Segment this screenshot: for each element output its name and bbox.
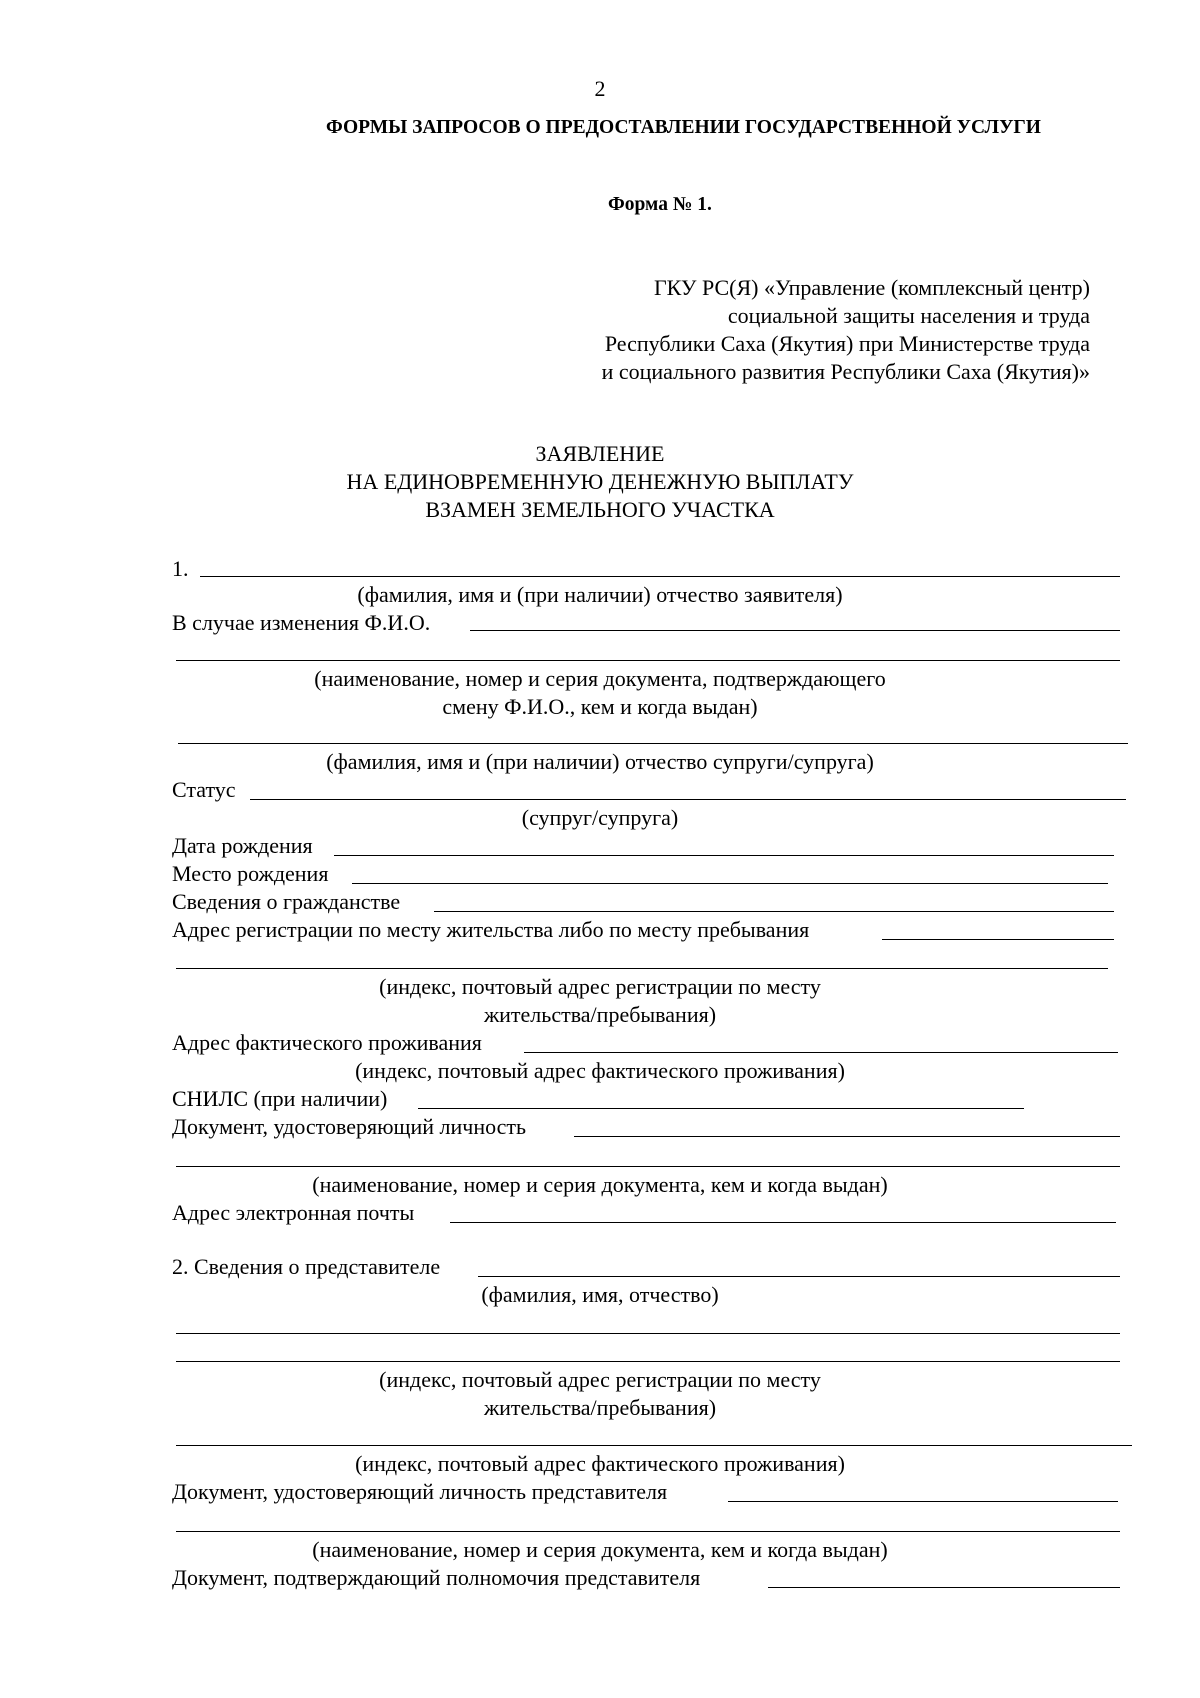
label-actual-address: Адрес фактического проживания: [172, 1030, 482, 1055]
label-rep-id-doc: Документ, удостоверяющий личность представителя: [172, 1479, 668, 1504]
email-field[interactable]: [450, 1222, 1116, 1223]
authority-doc-field[interactable]: [768, 1587, 1120, 1588]
hint-rep-reg-address: жительства/пребывания): [483, 1395, 717, 1420]
hint-rep-fio: (фамилия, имя, отчество): [481, 1282, 719, 1307]
label-status: Статус: [172, 777, 236, 802]
hint-reg-address: (индекс, почтовый адрес регистрации по месту: [379, 974, 821, 999]
form-number: Форма № 1.: [608, 194, 712, 215]
id-doc-field[interactable]: [574, 1136, 1120, 1137]
fio-change-field[interactable]: [470, 630, 1120, 631]
hint-fio-spouse: (фамилия, имя и (при наличии) отчество супруги/супруга): [326, 749, 874, 774]
label-id-doc: Документ, удостоверяющий личность: [172, 1114, 527, 1139]
representative-fio-field[interactable]: [478, 1276, 1120, 1277]
addressee-line: Республики Саха (Якутия) при Министерстве труда: [604, 331, 1090, 356]
snils-field[interactable]: [418, 1108, 1024, 1109]
hint-change-doc: (наименование, номер и серия документа, подтверждающего: [314, 666, 886, 691]
label-representative: 2. Сведения о представителе: [172, 1254, 441, 1279]
hint-id-doc: (наименование, номер и серия документа, кем и когда выдан): [312, 1172, 888, 1197]
addressee-line: и социального развития Республики Саха (Якутия)»: [601, 359, 1090, 384]
status-field[interactable]: [250, 799, 1126, 800]
hint-actual-address: (индекс, почтовый адрес фактического проживания): [355, 1058, 845, 1083]
hint-rep-id-doc: (наименование, номер и серия документа, кем и когда выдан): [312, 1537, 888, 1562]
reg-address-field[interactable]: [882, 939, 1114, 940]
rep-id-doc-field-cont[interactable]: [176, 1531, 1120, 1532]
label-birth-date: Дата рождения: [172, 833, 313, 858]
hint-reg-address: жительства/пребывания): [483, 1002, 717, 1027]
label-email: Адрес электронная почты: [172, 1200, 415, 1225]
section-1-number: 1.: [172, 556, 189, 581]
citizenship-field[interactable]: [434, 911, 1114, 912]
hint-rep-reg-address: (индекс, почтовый адрес регистрации по месту: [379, 1367, 821, 1392]
label-fio-change: В случае изменения Ф.И.О.: [172, 610, 431, 635]
addressee-line: социальной защиты населения и труда: [727, 303, 1090, 328]
label-citizenship: Сведения о гражданстве: [172, 889, 401, 914]
reg-address-field-cont[interactable]: [176, 968, 1108, 969]
label-reg-address: Адрес регистрации по месту жительства либо по месту пребывания: [172, 917, 810, 942]
title-line: ЗАЯВЛЕНИЕ: [535, 441, 665, 466]
applicant-fio-field[interactable]: [200, 576, 1120, 577]
label-authority-doc: Документ, подтверждающий полномочия представителя: [172, 1565, 701, 1590]
actual-address-field[interactable]: [524, 1052, 1118, 1053]
label-birth-place: Место рождения: [172, 861, 329, 886]
header-title: ФОРМЫ ЗАПРОСОВ О ПРЕДОСТАВЛЕНИИ ГОСУДАРСТВЕННОЙ УСЛУГИ: [326, 117, 1041, 138]
rep-id-doc-field[interactable]: [728, 1501, 1118, 1502]
id-doc-field-cont[interactable]: [176, 1166, 1120, 1167]
rep-address-field-cont[interactable]: [176, 1361, 1120, 1362]
hint-rep-actual-address: (индекс, почтовый адрес фактического проживания): [355, 1451, 845, 1476]
spouse-fio-field[interactable]: [178, 743, 1128, 744]
rep-actual-address-field[interactable]: [176, 1445, 1132, 1446]
hint-status: (супруг/супруга): [521, 805, 679, 830]
birth-date-field[interactable]: [334, 855, 1114, 856]
hint-fio-applicant: (фамилия, имя и (при наличии) отчество заявителя): [357, 582, 843, 607]
rep-address-field[interactable]: [176, 1333, 1120, 1334]
title-line: ВЗАМЕН ЗЕМЕЛЬНОГО УЧАСТКА: [425, 497, 775, 522]
fio-change-field-cont[interactable]: [176, 660, 1120, 661]
birth-place-field[interactable]: [352, 883, 1108, 884]
hint-change-doc: смену Ф.И.О., кем и когда выдан): [442, 694, 758, 719]
label-snils: СНИЛС (при наличии): [172, 1086, 388, 1111]
title-line: НА ЕДИНОВРЕМЕННУЮ ДЕНЕЖНУЮ ВЫПЛАТУ: [346, 469, 854, 494]
addressee-line: ГКУ РС(Я) «Управление (комплексный центр): [653, 275, 1090, 300]
page-number: 2: [594, 76, 606, 101]
